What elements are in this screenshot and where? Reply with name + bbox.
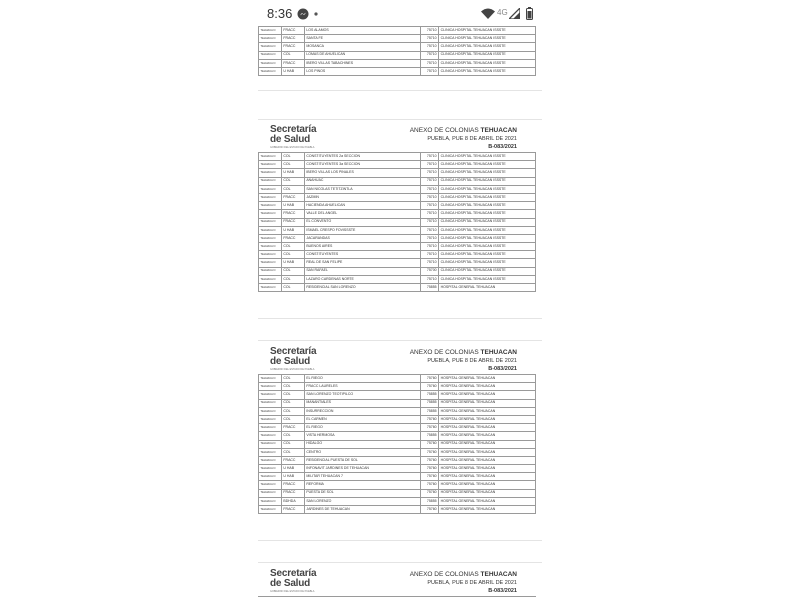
colonia-cell: SAN LORENZO (304, 497, 421, 505)
hospital-cell: HOSPITAL GENERAL TEHUACAN (439, 391, 536, 399)
table-row (259, 432, 536, 440)
table-row (259, 489, 536, 497)
table-row (259, 424, 536, 432)
hospital-cell: CLINICA HOSPITAL TEHUACAN ISSSTE (439, 275, 536, 283)
colonia-cell: JAZMIN (304, 193, 421, 201)
logo-subtitle: GOBIERNO DEL ESTADO DE PUEBLA (270, 368, 315, 371)
cp-cell: 75710 (421, 43, 439, 51)
tipo-cell: FRACC (281, 481, 304, 489)
table-row (259, 234, 536, 242)
tipo-cell: FRACC (281, 27, 304, 35)
municipio-cell: TEHUACA N (259, 161, 282, 169)
colonia-cell: MOSANCA (304, 43, 421, 51)
colonia-cell: JACARANDAS (304, 234, 421, 242)
title-city: TEHUACAN (480, 571, 517, 578)
table-row (259, 202, 536, 210)
hospital-cell: HOSPITAL GENERAL TEHUACAN (439, 375, 536, 383)
table-row (259, 35, 536, 43)
cp-cell: 75710 (421, 67, 439, 75)
logo-line2: de Salud (270, 134, 311, 145)
hospital-cell: HOSPITAL GENERAL TEHUACAN (439, 473, 536, 481)
tipo-cell: COL (281, 275, 304, 283)
hospital-cell: CLINICA HOSPITAL TEHUACAN ISSSTE (439, 193, 536, 201)
colonia-cell: CONSTITUYENTES 2a SECCION (304, 153, 421, 161)
tipo-cell: COL (281, 185, 304, 193)
hospital-cell: HOSPITAL GENERAL TEHUACAN (439, 506, 536, 514)
colonia-cell: REFORMA (304, 481, 421, 489)
tipo-cell: COL (281, 153, 304, 161)
tipo-cell: U HAB (281, 465, 304, 473)
hospital-cell: CLINICA HOSPITAL TEHUACAN ISSSTE (439, 202, 536, 210)
hospital-cell: HOSPITAL GENERAL TEHUACAN (439, 407, 536, 415)
municipio-cell: TEHUACA N (259, 399, 282, 407)
hospital-cell: HOSPITAL GENERAL TEHUACAN (439, 481, 536, 489)
hospital-cell: CLINICA HOSPITAL TEHUACAN ISSSTE (439, 259, 536, 267)
document-date: PUEBLA, PUE 8 DE ABRIL DE 2021 (427, 580, 517, 586)
table-row (259, 243, 536, 251)
municipio-cell: TEHUACA N (259, 456, 282, 464)
tipo-cell: COL (281, 267, 304, 275)
colonias-table-top (258, 26, 536, 76)
battery-icon (526, 7, 533, 20)
tipo-cell: COL (281, 440, 304, 448)
colonia-cell: IBERO VILLAS LOS PINALES (304, 169, 421, 177)
document-code: B-083/2021 (488, 144, 517, 150)
page-separator (258, 318, 542, 319)
cp-cell: 75710 (421, 51, 439, 59)
hospital-cell: CLINICA HOSPITAL TEHUACAN ISSSTE (439, 51, 536, 59)
cp-cell: 75855 (421, 407, 439, 415)
colonia-cell: EL RIEGO (304, 424, 421, 432)
table-row (259, 415, 536, 423)
municipio-cell: TEHUACA N (259, 169, 282, 177)
cp-cell: 75710 (421, 27, 439, 35)
document-title (410, 349, 517, 356)
cp-cell: 75710 (421, 193, 439, 201)
tipo-cell: FRACC (281, 35, 304, 43)
municipio-cell: TEHUACA N (259, 202, 282, 210)
colonia-cell: REAL DE SAN FELIPE (304, 259, 421, 267)
table-row (259, 275, 536, 283)
table-row (259, 465, 536, 473)
tipo-cell: COL (281, 407, 304, 415)
tipo-cell: COL (281, 51, 304, 59)
tipo-cell: COL (281, 383, 304, 391)
tipo-cell: COL (281, 448, 304, 456)
colonia-cell: EL RIEGO (304, 375, 421, 383)
table-row (259, 448, 536, 456)
table-row (259, 59, 536, 67)
municipio-cell: TEHUACA N (259, 153, 282, 161)
table-row (259, 375, 536, 383)
title-prefix: ANEXO DE COLONIAS (409, 349, 479, 356)
municipio-cell: TEHUACA N (259, 43, 282, 51)
hospital-cell: CLINICA HOSPITAL TEHUACAN ISSSTE (439, 161, 536, 169)
table-row (259, 259, 536, 267)
table-row (259, 153, 536, 161)
table-row (259, 383, 536, 391)
table-row (259, 267, 536, 275)
municipio-cell: TEHUACA N (259, 465, 282, 473)
cp-cell: 75710 (421, 234, 439, 242)
table-row (259, 391, 536, 399)
document-date: PUEBLA, PUE 8 DE ABRIL DE 2021 (427, 136, 517, 142)
tipo-cell: COL (281, 177, 304, 185)
table-row (259, 399, 536, 407)
municipio-cell: TEHUACA N (259, 193, 282, 201)
colonias-table-page2 (258, 152, 536, 292)
cellular-signal-icon (509, 8, 520, 19)
colonia-cell: SAN RAFAEL (304, 267, 421, 275)
hospital-cell: HOSPITAL GENERAL TEHUACAN (439, 456, 536, 464)
network-type-label: 4G (497, 8, 508, 17)
page-separator (258, 540, 542, 541)
colonia-cell: IBERO VILLAS TABACHINES (304, 59, 421, 67)
municipio-cell: TEHUACA N (259, 415, 282, 423)
hospital-cell: CLINICA HOSPITAL TEHUACAN ISSSTE (439, 169, 536, 177)
colonia-cell: RESIDENCIAL SAN LORENZO (304, 284, 421, 292)
municipio-cell: TEHUACA N (259, 448, 282, 456)
cp-cell: 75710 (421, 153, 439, 161)
cp-cell: 75710 (421, 259, 439, 267)
colonia-cell: LOS ALAMOS (304, 27, 421, 35)
table-row (259, 440, 536, 448)
hospital-cell: CLINICA HOSPITAL TEHUACAN ISSSTE (439, 177, 536, 185)
municipio-cell: TEHUACA N (259, 185, 282, 193)
tipo-cell: FRACC (281, 59, 304, 67)
hospital-cell: HOSPITAL GENERAL TEHUACAN (439, 415, 536, 423)
tipo-cell: COL (281, 391, 304, 399)
cp-cell: 75760 (421, 489, 439, 497)
hospital-cell: HOSPITAL GENERAL TEHUACAN (439, 497, 536, 505)
hospital-cell: CLINICA HOSPITAL TEHUACAN ISSSTE (439, 251, 536, 259)
colonia-cell: MILITAR TEHUACAN 7 (304, 473, 421, 481)
hospital-cell: CLINICA HOSPITAL TEHUACAN ISSSTE (439, 43, 536, 51)
hospital-cell: CLINICA HOSPITAL TEHUACAN ISSSTE (439, 267, 536, 275)
page-header (258, 346, 542, 376)
municipio-cell: TEHUACA N (259, 407, 282, 415)
municipio-cell: TEHUACA N (259, 243, 282, 251)
table-row (259, 456, 536, 464)
municipio-cell: TEHUACA N (259, 51, 282, 59)
colonia-cell: HIDALGO (304, 440, 421, 448)
colonia-cell: LOMAS DE AHUELICAN (304, 51, 421, 59)
cp-cell: 75855 (421, 399, 439, 407)
cp-cell: 75760 (421, 506, 439, 514)
hospital-cell: HOSPITAL GENERAL TEHUACAN (439, 440, 536, 448)
municipio-cell: TEHUACA N (259, 234, 282, 242)
hospital-cell: CLINICA HOSPITAL TEHUACAN ISSSTE (439, 67, 536, 75)
tipo-cell: FRACC (281, 506, 304, 514)
table-row (259, 169, 536, 177)
municipio-cell: TEHUACA N (259, 59, 282, 67)
cp-cell: 75760 (421, 465, 439, 473)
logo-subtitle: GOBIERNO DEL ESTADO DE PUEBLA (270, 590, 315, 593)
document-title (410, 571, 517, 578)
colonia-cell: CENTRO (304, 448, 421, 456)
hospital-cell: CLINICA HOSPITAL TEHUACAN ISSSTE (439, 27, 536, 35)
cp-cell: 75710 (421, 177, 439, 185)
table-row (259, 210, 536, 218)
cp-cell: 75760 (421, 448, 439, 456)
colonias-table-page3 (258, 374, 536, 514)
page-top-border (258, 562, 542, 563)
table-row (259, 67, 536, 75)
colonia-cell: JARDINES DE TEHUACAN (304, 506, 421, 514)
table-edge (258, 596, 536, 601)
colonia-cell: SAN NICOLAS TETITZINTLA (304, 185, 421, 193)
municipio-cell: TEHUACA N (259, 259, 282, 267)
document-title (410, 127, 517, 134)
table-row (259, 407, 536, 415)
tipo-cell: COL (281, 251, 304, 259)
municipio-cell: TEHUACA N (259, 391, 282, 399)
hospital-cell: CLINICA HOSPITAL TEHUACAN ISSSTE (439, 218, 536, 226)
municipio-cell: TEHUACA N (259, 275, 282, 283)
cp-cell: 75710 (421, 210, 439, 218)
municipio-cell: TEHUACA N (259, 481, 282, 489)
cp-cell: 75760 (421, 456, 439, 464)
municipio-cell: TEHUACA N (259, 218, 282, 226)
table-row (259, 497, 536, 505)
municipio-cell: TEHUACA N (259, 210, 282, 218)
hospital-cell: CLINICA HOSPITAL TEHUACAN ISSSTE (439, 59, 536, 67)
colonia-cell: LOS PINOS (304, 67, 421, 75)
page-separator (258, 90, 542, 91)
cp-cell: 75855 (421, 432, 439, 440)
title-prefix: ANEXO DE COLONIAS (409, 127, 479, 134)
table-row (259, 43, 536, 51)
colonia-cell: BUENOS AIRES (304, 243, 421, 251)
document-code: B-083/2021 (488, 366, 517, 372)
colonia-cell: ANAHUAC (304, 177, 421, 185)
page-header (258, 124, 542, 154)
colonia-cell: CONSTITUYENTES 3a SECCION (304, 161, 421, 169)
municipio-cell: TEHUACA N (259, 473, 282, 481)
municipio-cell: TEHUACA N (259, 424, 282, 432)
hospital-cell: HOSPITAL GENERAL TEHUACAN (439, 424, 536, 432)
municipio-cell: TEHUACA N (259, 383, 282, 391)
colonia-cell: INFONAVIT JARDINES DE TEHUACAN (304, 465, 421, 473)
tipo-cell: COL (281, 375, 304, 383)
tipo-cell: U HAB (281, 67, 304, 75)
cp-cell: 75760 (421, 375, 439, 383)
municipio-cell: TEHUACA N (259, 284, 282, 292)
table-row (259, 251, 536, 259)
title-prefix: ANEXO DE COLONIAS (409, 571, 479, 578)
cp-cell: 75855 (421, 284, 439, 292)
cp-cell: 75710 (421, 169, 439, 177)
document-date: PUEBLA, PUE 8 DE ABRIL DE 2021 (427, 358, 517, 364)
status-bar (0, 0, 800, 28)
colonia-cell: LAZARO CARDENAS NORTE (304, 275, 421, 283)
document-code: B-083/2021 (488, 588, 517, 594)
logo-line1: Secretaría (270, 568, 317, 579)
colonia-cell: SANTA FE (304, 35, 421, 43)
logo-subtitle: GOBIERNO DEL ESTADO DE PUEBLA (270, 146, 315, 149)
hospital-cell: CLINICA HOSPITAL TEHUACAN ISSSTE (439, 35, 536, 43)
tipo-cell: U HAB (281, 169, 304, 177)
tipo-cell: U HAB (281, 226, 304, 234)
tipo-cell: FRACC (281, 424, 304, 432)
hospital-cell: HOSPITAL GENERAL TEHUACAN (439, 383, 536, 391)
logo-line2: de Salud (270, 356, 311, 367)
cp-cell: 75760 (421, 415, 439, 423)
wifi-icon (481, 8, 495, 19)
municipio-cell: TEHUACA N (259, 177, 282, 185)
colonia-cell: ISMAEL CRESPO FOVISSSTE (304, 226, 421, 234)
municipio-cell: TEHUACA N (259, 35, 282, 43)
page-header (258, 568, 542, 598)
table-row (259, 193, 536, 201)
tipo-cell: FRACC (281, 43, 304, 51)
tipo-cell: FRACC (281, 210, 304, 218)
hospital-cell: CLINICA HOSPITAL TEHUACAN ISSSTE (439, 243, 536, 251)
table-row (259, 161, 536, 169)
colonia-cell: CONSTITUYENTES (304, 251, 421, 259)
hospital-cell: HOSPITAL GENERAL TEHUACAN (439, 399, 536, 407)
municipio-cell: TEHUACA N (259, 375, 282, 383)
municipio-cell: TEHUACA N (259, 267, 282, 275)
table-row (259, 27, 536, 35)
colonia-cell: HACIENDA AHUELICAN (304, 202, 421, 210)
cp-cell: 75710 (421, 59, 439, 67)
cp-cell: 75760 (421, 473, 439, 481)
hospital-cell: CLINICA HOSPITAL TEHUACAN ISSSTE (439, 226, 536, 234)
cp-cell: 75710 (421, 226, 439, 234)
tipo-cell: U HAB (281, 259, 304, 267)
table-row (259, 284, 536, 292)
municipio-cell: TEHUACA N (259, 489, 282, 497)
table-row (259, 218, 536, 226)
cp-cell: 75710 (421, 185, 439, 193)
tipo-cell: COL (281, 284, 304, 292)
colonia-cell: EL CARMEN (304, 415, 421, 423)
colonia-cell: MANANTIALES (304, 399, 421, 407)
municipio-cell: TEHUACA N (259, 432, 282, 440)
colonia-cell: FRACC LAURELES (304, 383, 421, 391)
hospital-cell: CLINICA HOSPITAL TEHUACAN ISSSTE (439, 210, 536, 218)
tipo-cell: FRACC (281, 456, 304, 464)
colonia-cell: VALLE DEL ANGEL (304, 210, 421, 218)
cp-cell: 75710 (421, 251, 439, 259)
cp-cell: 75855 (421, 391, 439, 399)
logo-line1: Secretaría (270, 124, 317, 135)
hospital-cell: HOSPITAL GENERAL TEHUACAN (439, 489, 536, 497)
page-top-border (258, 340, 542, 341)
tipo-cell: COL (281, 243, 304, 251)
tipo-cell: FRACC (281, 489, 304, 497)
tipo-cell: BDHDA (281, 497, 304, 505)
page-top-border (258, 119, 542, 120)
status-time: 8:36 (267, 6, 293, 21)
cp-cell: 75710 (421, 218, 439, 226)
table-row (259, 177, 536, 185)
cp-cell: 75710 (421, 161, 439, 169)
municipio-cell: TEHUACA N (259, 497, 282, 505)
colonia-cell: INSURRECCION (304, 407, 421, 415)
colonia-cell: PUESTA DE SOL (304, 489, 421, 497)
messenger-icon (297, 8, 309, 20)
municipio-cell: TEHUACA N (259, 226, 282, 234)
cp-cell: 75760 (421, 481, 439, 489)
hospital-cell: HOSPITAL GENERAL TEHUACAN (439, 448, 536, 456)
cp-cell: 75710 (421, 202, 439, 210)
cp-cell: 75710 (421, 275, 439, 283)
cp-cell: 75710 (421, 35, 439, 43)
cp-cell: 75760 (421, 383, 439, 391)
logo-line2: de Salud (270, 578, 311, 589)
tipo-cell: COL (281, 415, 304, 423)
hospital-cell: HOSPITAL GENERAL TEHUACAN (439, 432, 536, 440)
notification-dot-icon (314, 12, 318, 16)
tipo-cell: U HAB (281, 473, 304, 481)
title-city: TEHUACAN (480, 349, 517, 356)
municipio-cell: TEHUACA N (259, 440, 282, 448)
table-row (259, 473, 536, 481)
municipio-cell: TEHUACA N (259, 506, 282, 514)
tipo-cell: FRACC (281, 218, 304, 226)
colonia-cell: VISTA HERMOSA (304, 432, 421, 440)
hospital-cell: HOSPITAL GENERAL TEHUACAN (439, 465, 536, 473)
cp-cell: 75700 (421, 267, 439, 275)
table-row (259, 51, 536, 59)
municipio-cell: TEHUACA N (259, 27, 282, 35)
cp-cell: 75760 (421, 440, 439, 448)
table-row (259, 506, 536, 514)
colonia-cell: EL CONVENTO (304, 218, 421, 226)
colonia-cell: SAN LORENZO TEOTIPILCO (304, 391, 421, 399)
colonia-cell: RESIDENCIAL PUESTA DE SOL (304, 456, 421, 464)
logo-line1: Secretaría (270, 346, 317, 357)
cp-cell: 75760 (421, 424, 439, 432)
table-row (259, 226, 536, 234)
hospital-cell: CLINICA HOSPITAL TEHUACAN ISSSTE (439, 234, 536, 242)
hospital-cell: HOSPITAL GENERAL TEHUACAN (439, 284, 536, 292)
tipo-cell: COL (281, 161, 304, 169)
tipo-cell: COL (281, 432, 304, 440)
hospital-cell: CLINICA HOSPITAL TEHUACAN ISSSTE (439, 153, 536, 161)
table-row (259, 481, 536, 489)
municipio-cell: TEHUACA N (259, 67, 282, 75)
tipo-cell: COL (281, 399, 304, 407)
hospital-cell: CLINICA HOSPITAL TEHUACAN ISSSTE (439, 185, 536, 193)
cp-cell: 75710 (421, 243, 439, 251)
tipo-cell: U HAB (281, 202, 304, 210)
tipo-cell: FRACC (281, 234, 304, 242)
cp-cell: 75855 (421, 497, 439, 505)
title-city: TEHUACAN (480, 127, 517, 134)
municipio-cell: TEHUACA N (259, 251, 282, 259)
table-row (259, 185, 536, 193)
tipo-cell: FRACC (281, 193, 304, 201)
